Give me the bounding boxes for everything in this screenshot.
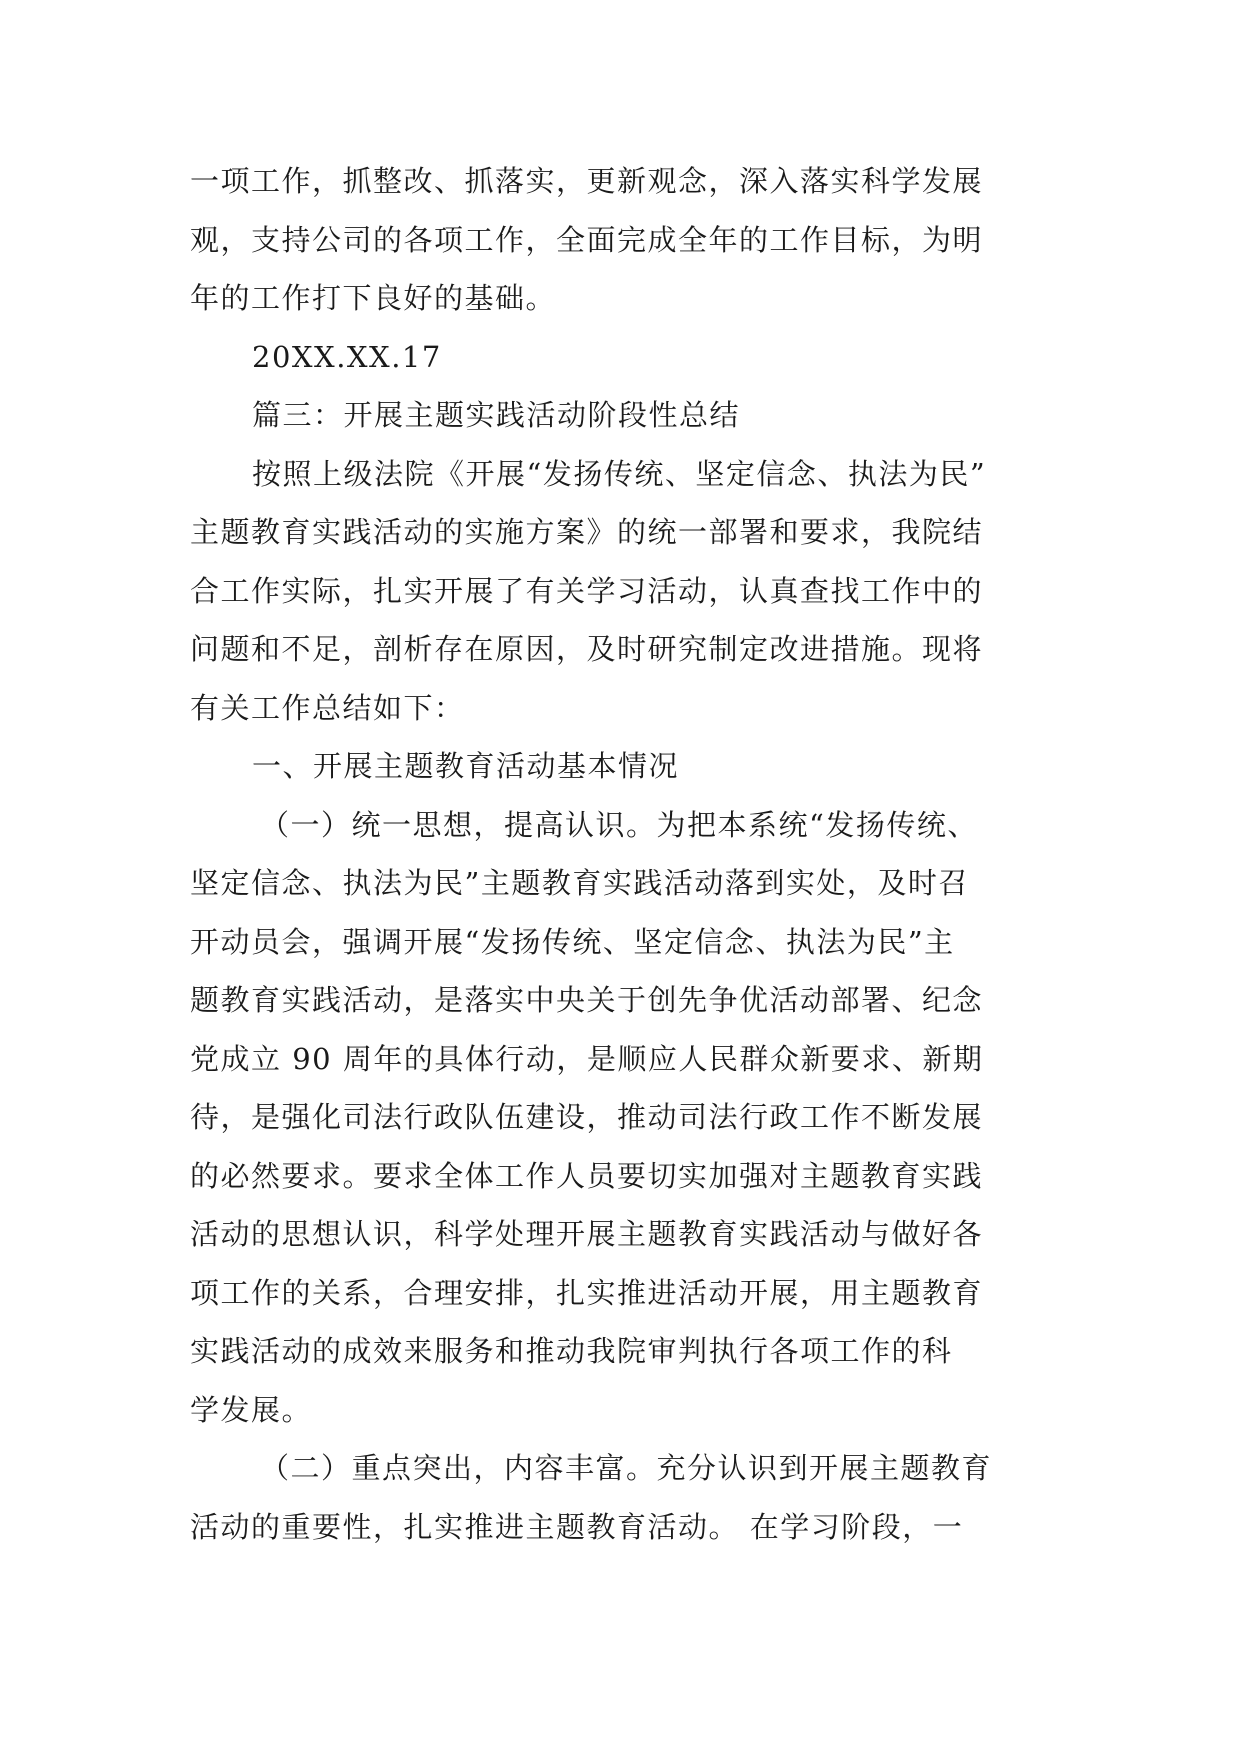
text-line: 有关工作总结如下： — [190, 690, 465, 725]
date-line: 20XX.XX.17 — [252, 339, 442, 374]
text-line: 坚定信念、执法为民”主题教育实践活动落到实处，及时召 — [190, 866, 969, 900]
text-line: 题教育实践活动，是落实中央关于创先争优活动部署、纪念 — [190, 983, 984, 1017]
text-line: 项工作的关系，合理安排，扎实推进活动开展，用主题教育 — [190, 1275, 984, 1310]
section-title: 篇三：开展主题实践活动阶段性总结 — [252, 398, 741, 432]
heading-line: 一、开展主题教育活动基本情况 — [252, 749, 680, 783]
text-line: 活动的思想认识，科学处理开展主题教育实践活动与做好各 — [190, 1217, 984, 1251]
text-line: 问题和不足，剖析存在原因，及时研究制定改进措施。现将 — [190, 632, 984, 666]
text-line: （二）重点突出，内容丰富。充分认识到开展主题教育 — [260, 1451, 993, 1485]
text-line: 的必然要求。要求全体工作人员要切实加强对主题教育实践 — [190, 1158, 984, 1193]
text-line: 合工作实际，扎实开展了有关学习活动，认真查找工作中的 — [190, 573, 984, 608]
text-line: 按照上级法院《开展“发扬传统、坚定信念、执法为民” — [252, 456, 987, 491]
document-body — [190, 152, 1060, 1556]
text-line: 年的工作打下良好的基础。 — [190, 281, 557, 315]
text-line: 实践活动的成效来服务和推动我院审判执行各项工作的科 — [190, 1334, 953, 1368]
text-line: 学发展。 — [190, 1392, 313, 1427]
text-line: （一）统一思想，提高认识。为把本系统“发扬传统、 — [260, 807, 978, 842]
text-line: 待，是强化司法行政队伍建设，推动司法行政工作不断发展 — [190, 1100, 984, 1134]
text-line: 党成立 90 周年的具体行动，是顺应人民群众新要求、新期 — [190, 1041, 984, 1076]
text-line: 观，支持公司的各项工作，全面完成全年的工作目标，为明 — [190, 222, 984, 257]
text-line: 主题教育实践活动的实施方案》的统一部署和要求，我院结 — [190, 515, 984, 549]
text-line: 一项工作，抓整改、抓落实，更新观念，深入落实科学发展 — [190, 164, 984, 198]
text-line: 开动员会，强调开展“发扬传统、坚定信念、执法为民”主 — [190, 924, 955, 959]
text-line: 活动的重要性，扎实推进主题教育活动。 在学习阶段，一 — [190, 1509, 964, 1544]
